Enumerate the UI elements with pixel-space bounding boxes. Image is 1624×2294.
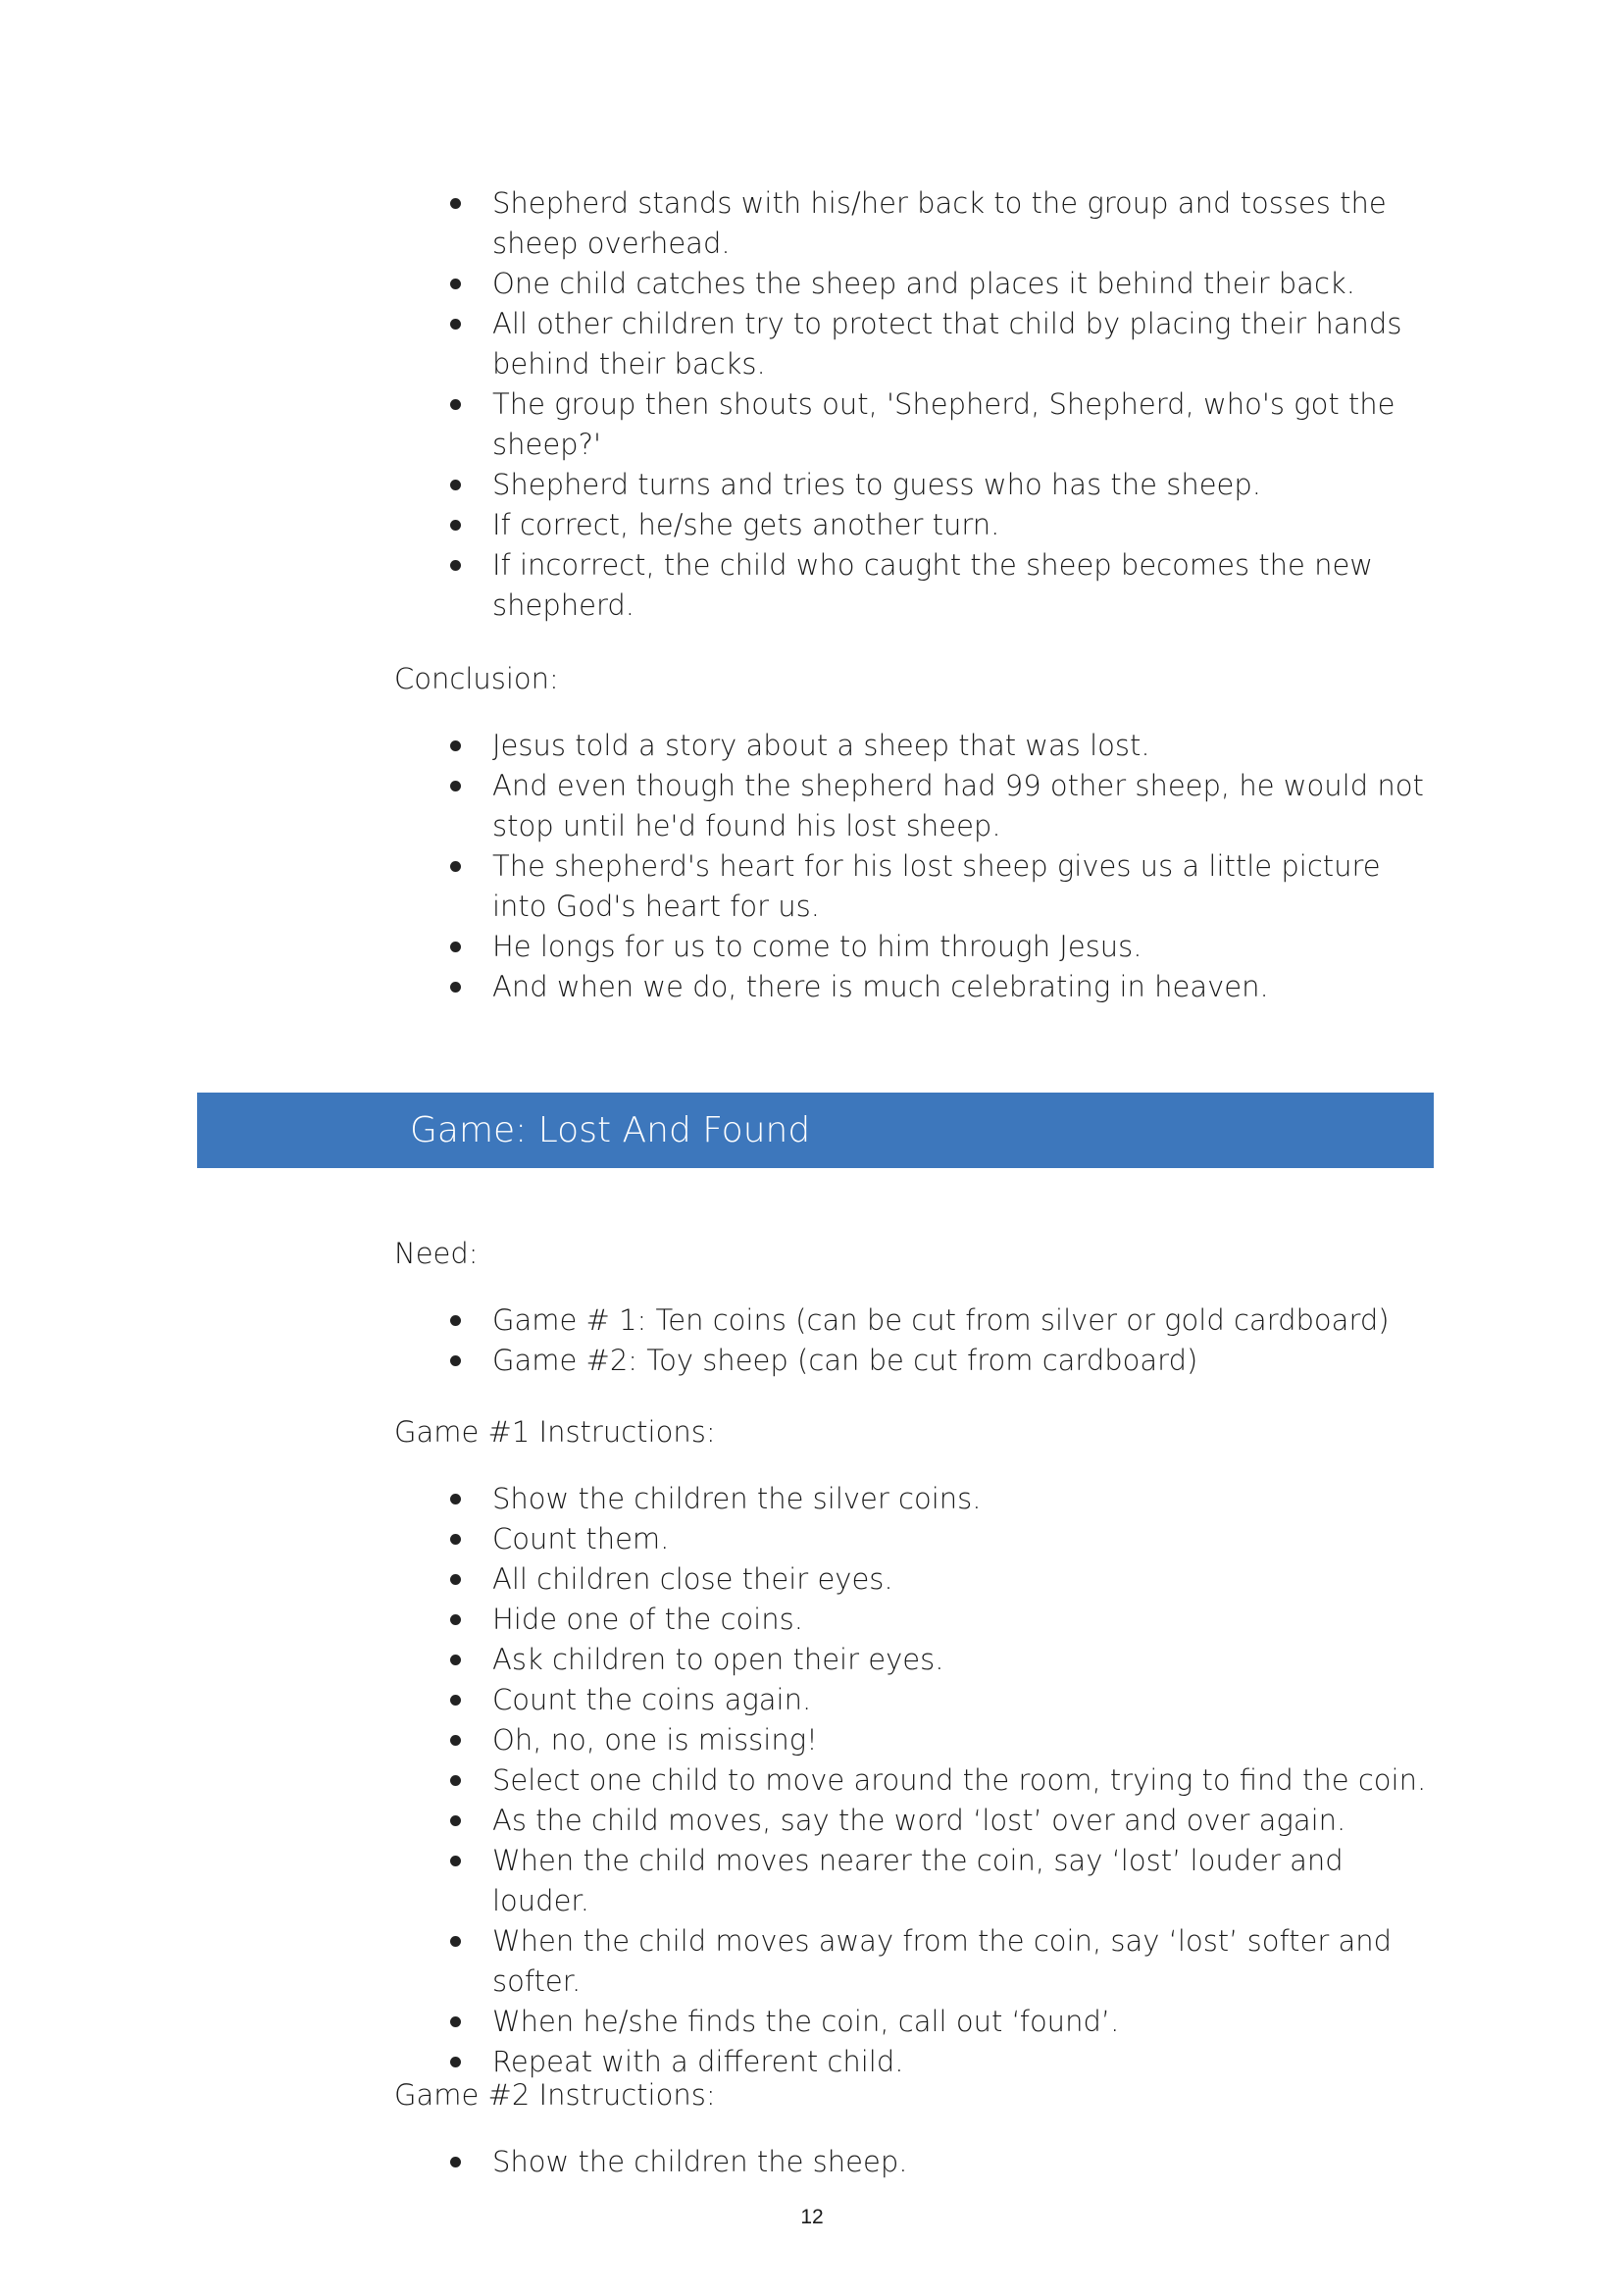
list-item: Shepherd stands with his/her back to the group and tosses the sheep overhead.	[394, 183, 1434, 264]
game1-section	[394, 1412, 1434, 1453]
list-item: All children close their eyes.	[394, 1559, 1434, 1600]
list-item: And when we do, there is much celebrating in heaven.	[394, 967, 1434, 1007]
list-item: One child catches the sheep and places it behind their back.	[394, 264, 1434, 304]
list-item: If correct, he/she gets another turn.	[394, 505, 1434, 545]
list-item: Game # 1: Ten coins (can be cut from silver or gold cardboard)	[394, 1300, 1434, 1341]
list-item: Show the children the sheep.	[394, 2142, 1434, 2182]
conclusion-list-wrapper	[394, 726, 1434, 1007]
list-item: Repeat with a different child.	[394, 2042, 1434, 2082]
need-section	[394, 1234, 1434, 1274]
list-item: And even though the shepherd had 99 other sheep, he would not stop until he'd found his lost sheep.	[394, 766, 1434, 846]
game1-list	[394, 1479, 1434, 2082]
list-item: Game #2: Toy sheep (can be cut from cardboard)	[394, 1341, 1434, 1381]
list-item: When the child moves nearer the coin, say ‘lost’ louder and louder.	[394, 1841, 1434, 1921]
game2-list	[394, 2142, 1434, 2182]
list-item: Oh, no, one is missing!	[394, 1720, 1434, 1760]
section-title: Game: Lost And Found	[410, 1110, 811, 1150]
game1-label: Game #1 Instructions:	[394, 1415, 716, 1449]
list-item: The shepherd's heart for his lost sheep gives us a little picture into God's heart for us.	[394, 846, 1434, 927]
list-item: When he/she finds the coin, call out ‘found’.	[394, 2002, 1434, 2042]
conclusion-section	[394, 659, 1434, 699]
need-list	[394, 1300, 1434, 1381]
list-item: Hide one of the coins.	[394, 1600, 1434, 1640]
list-item: Shepherd turns and tries to guess who has the sheep.	[394, 465, 1434, 505]
need-list-wrapper	[394, 1300, 1434, 1381]
list-item: Show the children the silver coins.	[394, 1479, 1434, 1519]
list-item: Jesus told a story about a sheep that was lost.	[394, 726, 1434, 766]
game2-list-wrapper	[394, 2142, 1434, 2182]
page-number: 12	[800, 2206, 824, 2228]
list-item: The group then shouts out, 'Shepherd, Shepherd, who's got the sheep?'	[394, 384, 1434, 465]
list-item: Select one child to move around the room, trying to find the coin.	[394, 1760, 1434, 1801]
conclusion-list	[394, 726, 1434, 1007]
list-item: All other children try to protect that child by placing their hands behind their backs.	[394, 304, 1434, 384]
shepherd-steps-section	[394, 183, 1434, 626]
list-item: Ask children to open their eyes.	[394, 1640, 1434, 1680]
list-item: He longs for us to come to him through Jesus.	[394, 927, 1434, 967]
need-label: Need:	[394, 1237, 479, 1270]
section-banner	[197, 1093, 1434, 1168]
shepherd-steps-list	[394, 183, 1434, 626]
list-item: Count the coins again.	[394, 1680, 1434, 1720]
game1-list-wrapper	[394, 1479, 1434, 2082]
list-item: If incorrect, the child who caught the sheep becomes the new shepherd.	[394, 545, 1434, 626]
list-item: When the child moves away from the coin, say ‘lost’ softer and softer.	[394, 1921, 1434, 2002]
list-item: As the child moves, say the word ‘lost’ over and over again.	[394, 1801, 1434, 1841]
list-item: Count them.	[394, 1519, 1434, 1559]
conclusion-label: Conclusion:	[394, 662, 559, 695]
game2-section	[394, 2075, 1434, 2116]
game2-label: Game #2 Instructions:	[394, 2078, 716, 2112]
